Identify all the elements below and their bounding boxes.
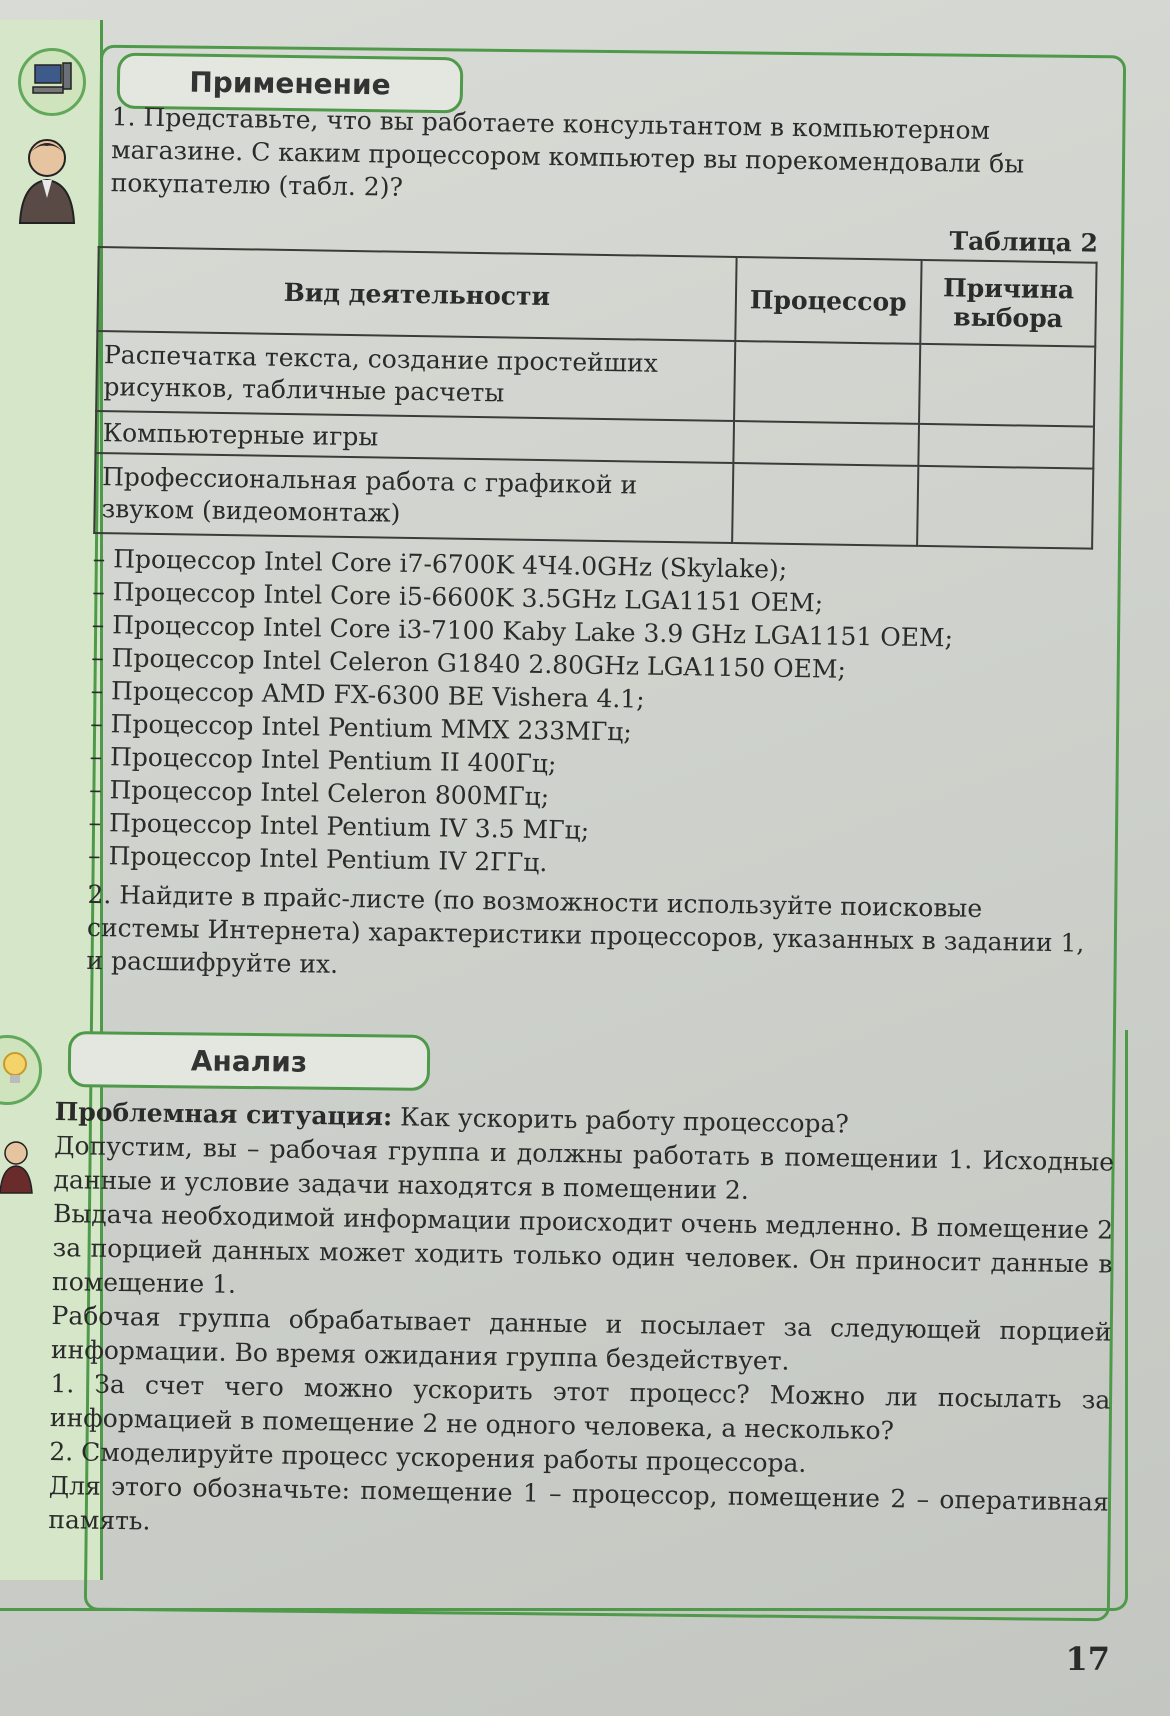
analysis-paragraph: Выдача необходимой информации происходит очень медленно. В помещение 2 за порцией данных может ходить только один человек. Он приносит данные в помещение 1. (51, 1198, 1114, 1299)
problem-question: Как ускорить работу процессора? (399, 1102, 850, 1139)
list-item: – Процессор Intel Pentium IV 3.5 МГц; (88, 807, 590, 845)
application-heading: Применение (117, 53, 464, 114)
cell-activity: Компьютерные игры (95, 411, 733, 463)
cell-activity: Профессиональная работа с графикой и звуком (видеомонтаж) (94, 453, 733, 543)
student-small-icon (0, 1135, 38, 1195)
table-caption: Таблица 2 (949, 226, 1099, 258)
list-item: – Процессор Intel Celeron 800МГц; (88, 774, 550, 812)
cell-processor[interactable] (732, 463, 918, 546)
task-1: 1. Представьте, что вы работаете консультантом в компьютерном магазине. С каким процессором компьютер вы порекомендовали бы покупателю (табл. 2)? (110, 102, 1025, 202)
analysis-question-1: 1. За счет чего можно ускорить этот процесс? Можно ли посылать за информацией в помещение 2 не одного человека, а несколько? (49, 1368, 1111, 1446)
analysis-paragraph: Рабочая группа обрабатывает данные и посылает за следующей порцией информации. Во время ожидания группа бездействует. (50, 1300, 1112, 1376)
analysis-heading: Анализ (68, 1031, 431, 1091)
list-item: – Процессор Intel Pentium II 400Гц; (89, 741, 557, 779)
analysis-content (48, 1095, 1115, 1554)
table-header-row (97, 247, 1096, 347)
cell-reason[interactable] (919, 344, 1095, 427)
processor-list (88, 542, 1103, 888)
header-reason: Причина выбора (920, 260, 1096, 347)
analysis-paragraph: Допустим, вы – рабочая группа и должны работать в помещении 1. Исходные данные и условие задачи находятся в помещении 2. (53, 1130, 1115, 1205)
application-content (86, 100, 1110, 993)
header-processor: Процессор (735, 257, 921, 344)
list-item: – Процессор Intel Pentium MMX 233МГц; (89, 708, 633, 747)
cell-reason[interactable] (917, 466, 1093, 549)
cell-reason[interactable] (918, 424, 1094, 469)
analysis-question-2: 2. Смоделируйте процесс ускорения работы процессора. (49, 1436, 807, 1478)
table-2 (93, 246, 1097, 550)
list-item: – Процессор Intel Pentium IV 2ГГц. (87, 840, 548, 878)
list-item: – Процессор Intel Celeron G1840 2.80GHz LGA1150 OEM; (91, 642, 847, 684)
list-item: – Процессор AMD FX-6300 BE Vishera 4.1; (90, 675, 645, 714)
table-row (96, 331, 1095, 427)
cell-processor[interactable] (733, 421, 919, 466)
task-2: 2. Найдите в прайс-листе (по возможности используйте поисковые системы Интернета) характеристики процессоров, указанных в задании 1, и расшифруйте их. (86, 879, 1085, 979)
list-item: – Процессор Intel Core i7-6700K 4Ч4.0GHz (Skylake); (92, 543, 788, 584)
list-item: – Процессор Intel Core i3-7100 Kaby Lake 3.9 GHz LGA1151 OEM; (91, 609, 954, 653)
list-item: – Процессор Intel Core i5-6600K 3.5GHz LGA1151 OEM; (92, 576, 824, 618)
computer-icon (18, 48, 86, 116)
page-number: 17 (1065, 1640, 1110, 1678)
student-icon (12, 128, 82, 228)
lightbulb-icon (0, 1035, 42, 1105)
table-row (94, 453, 1093, 549)
analysis-paragraph: Для этого обозначьте: помещение 1 – процессор, помещение 2 – оперативная память. (48, 1470, 1109, 1536)
cell-processor[interactable] (734, 341, 920, 424)
cell-activity: Распечатка текста, создание простейших рисунков, табличные расчеты (96, 331, 735, 421)
header-activity: Вид деятельности (97, 247, 736, 341)
problem-label: Проблемная ситуация: (54, 1096, 393, 1132)
